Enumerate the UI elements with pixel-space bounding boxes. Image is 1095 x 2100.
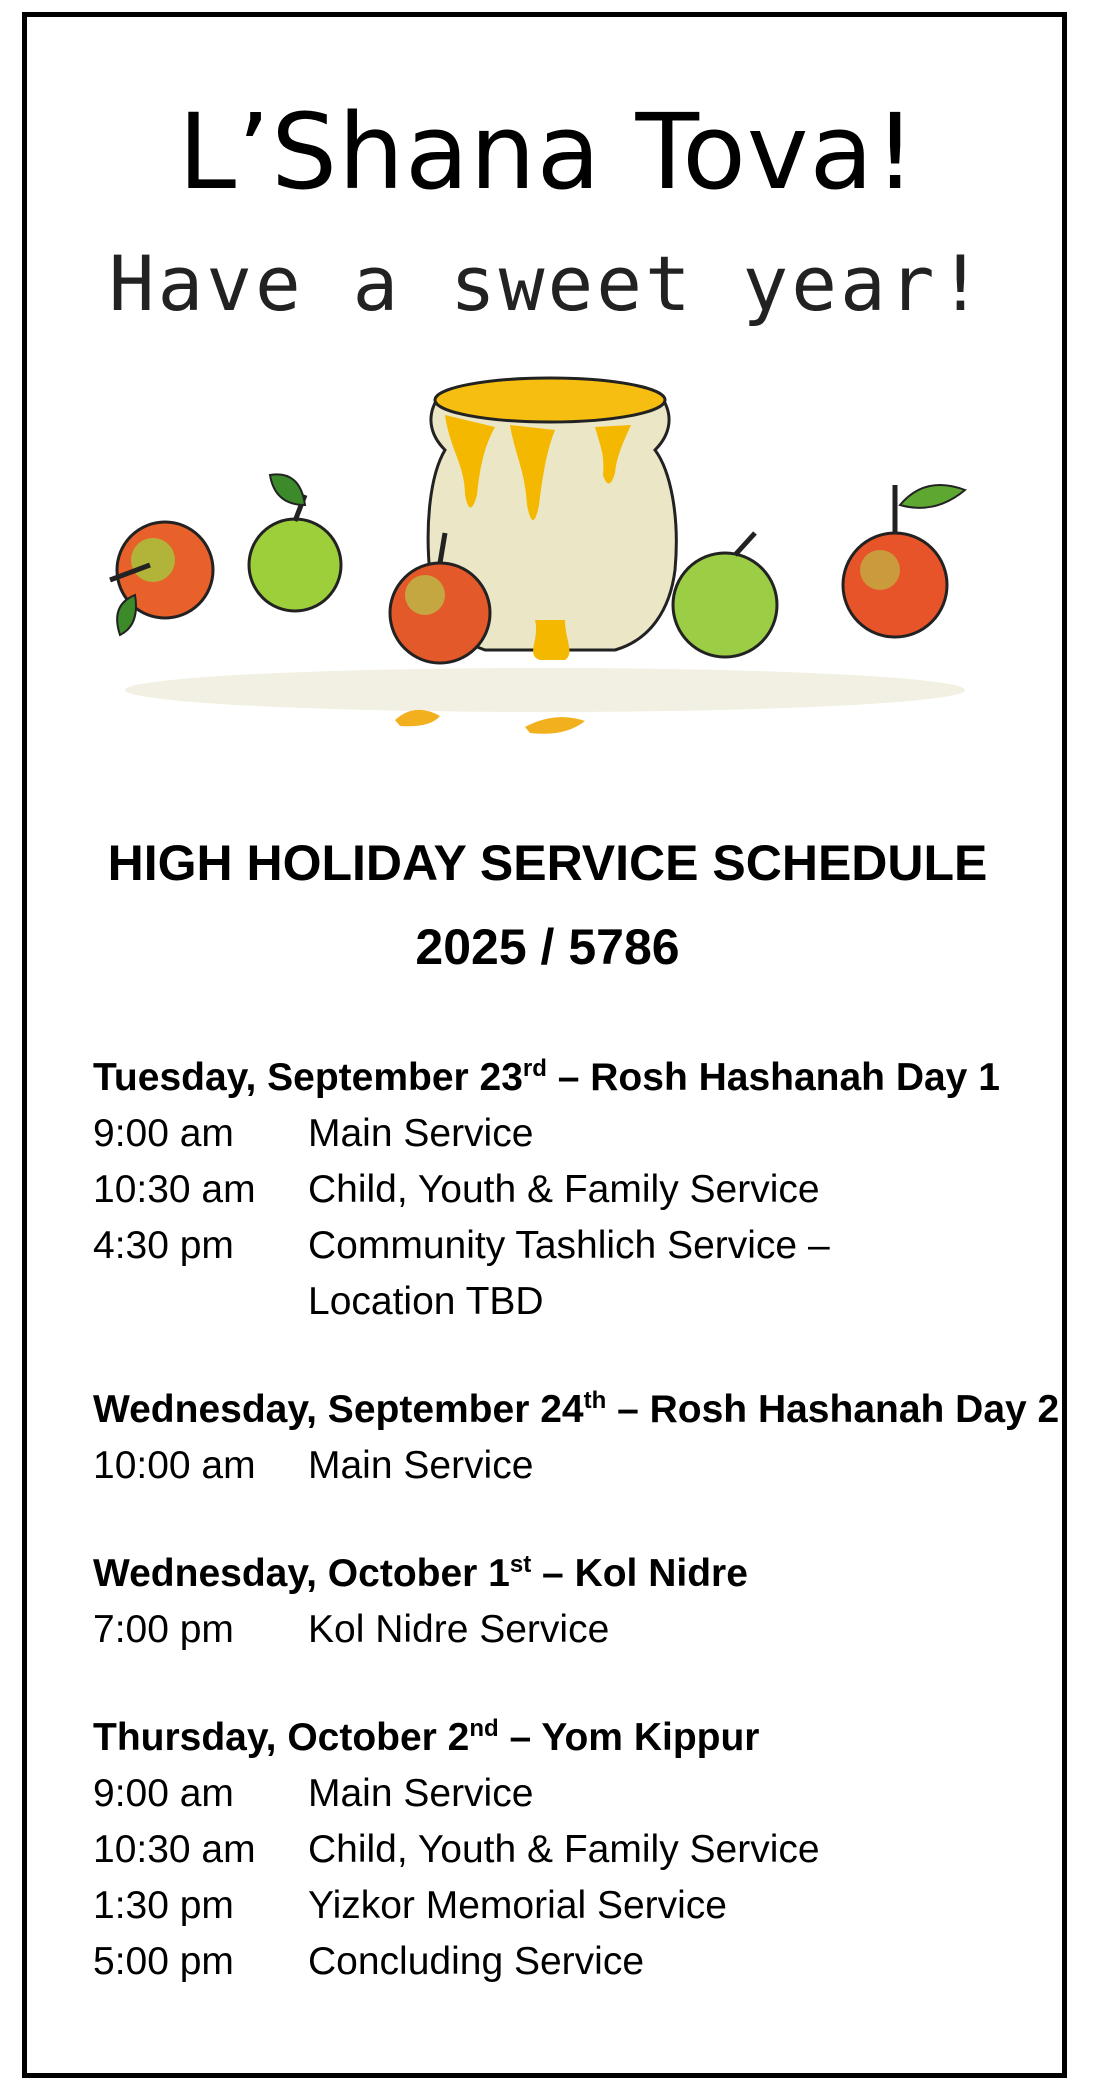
day-block xyxy=(93,1710,1073,1990)
service-row xyxy=(93,1218,913,1330)
service-name: Kol Nidre Service xyxy=(308,1608,610,1651)
service-row xyxy=(93,1162,1073,1218)
service-time: 4:30 pm xyxy=(93,1224,234,1267)
service-name: Main Service xyxy=(308,1444,534,1487)
greeting-subtitle: Have a sweet year! xyxy=(108,239,987,328)
service-row xyxy=(93,1934,1073,1990)
apple-icon xyxy=(673,533,777,657)
schedule-heading: HIGH HOLIDAY SERVICE SCHEDULE xyxy=(107,835,988,891)
service-schedule xyxy=(93,1050,1073,2042)
service-name: Child, Youth & Family Service xyxy=(308,1168,820,1211)
day-title: Thursday, October 2nd – Yom Kippur xyxy=(93,1715,760,1759)
day-block xyxy=(93,1382,1073,1494)
service-row xyxy=(93,1106,1073,1162)
date-ordinal: th xyxy=(583,1387,607,1414)
service-name: Main Service xyxy=(308,1112,534,1155)
service-time: 10:00 am xyxy=(93,1444,256,1487)
service-row xyxy=(93,1602,1073,1658)
service-time: 9:00 am xyxy=(93,1772,234,1815)
schedule-year: 2025 / 5786 xyxy=(415,919,680,975)
service-time: 1:30 pm xyxy=(93,1884,234,1927)
service-row xyxy=(93,1766,1073,1822)
service-row xyxy=(93,1438,1073,1494)
service-row xyxy=(93,1822,1073,1878)
service-name: Main Service xyxy=(308,1772,534,1815)
honey-puddle xyxy=(525,717,585,734)
ground-shadow xyxy=(125,668,965,712)
service-time: 7:00 pm xyxy=(93,1608,234,1651)
service-name: Community Tashlich Service – Location TBD xyxy=(308,1224,830,1323)
service-time: 9:00 am xyxy=(93,1112,234,1155)
service-name: Child, Youth & Family Service xyxy=(308,1828,820,1871)
service-row xyxy=(93,1878,1073,1934)
apple-icon xyxy=(110,522,213,635)
date-ordinal: nd xyxy=(469,1715,499,1742)
service-time: 10:30 am xyxy=(93,1828,256,1871)
apple-icon xyxy=(843,485,965,637)
apple-icon xyxy=(249,474,341,611)
service-name: Concluding Service xyxy=(308,1940,645,1983)
date-ordinal: st xyxy=(509,1551,532,1578)
date-ordinal: rd xyxy=(522,1055,547,1082)
service-time: 5:00 pm xyxy=(93,1940,234,1983)
service-time: 10:30 am xyxy=(93,1168,256,1211)
day-title: Wednesday, October 1st – Kol Nidre xyxy=(93,1551,748,1595)
honey-pot-apples-illustration xyxy=(95,355,1000,775)
day-title: Tuesday, September 23rd – Rosh Hashanah Day 1 xyxy=(93,1055,1000,1099)
day-title: Wednesday, September 24th – Rosh Hashanah Day 2 xyxy=(93,1387,1060,1431)
day-block xyxy=(93,1050,1073,1330)
day-block xyxy=(93,1546,1073,1658)
service-name: Yizkor Memorial Service xyxy=(308,1884,727,1927)
honey-puddle xyxy=(395,710,440,726)
greeting-title: L’Shana Tova! xyxy=(178,91,917,213)
